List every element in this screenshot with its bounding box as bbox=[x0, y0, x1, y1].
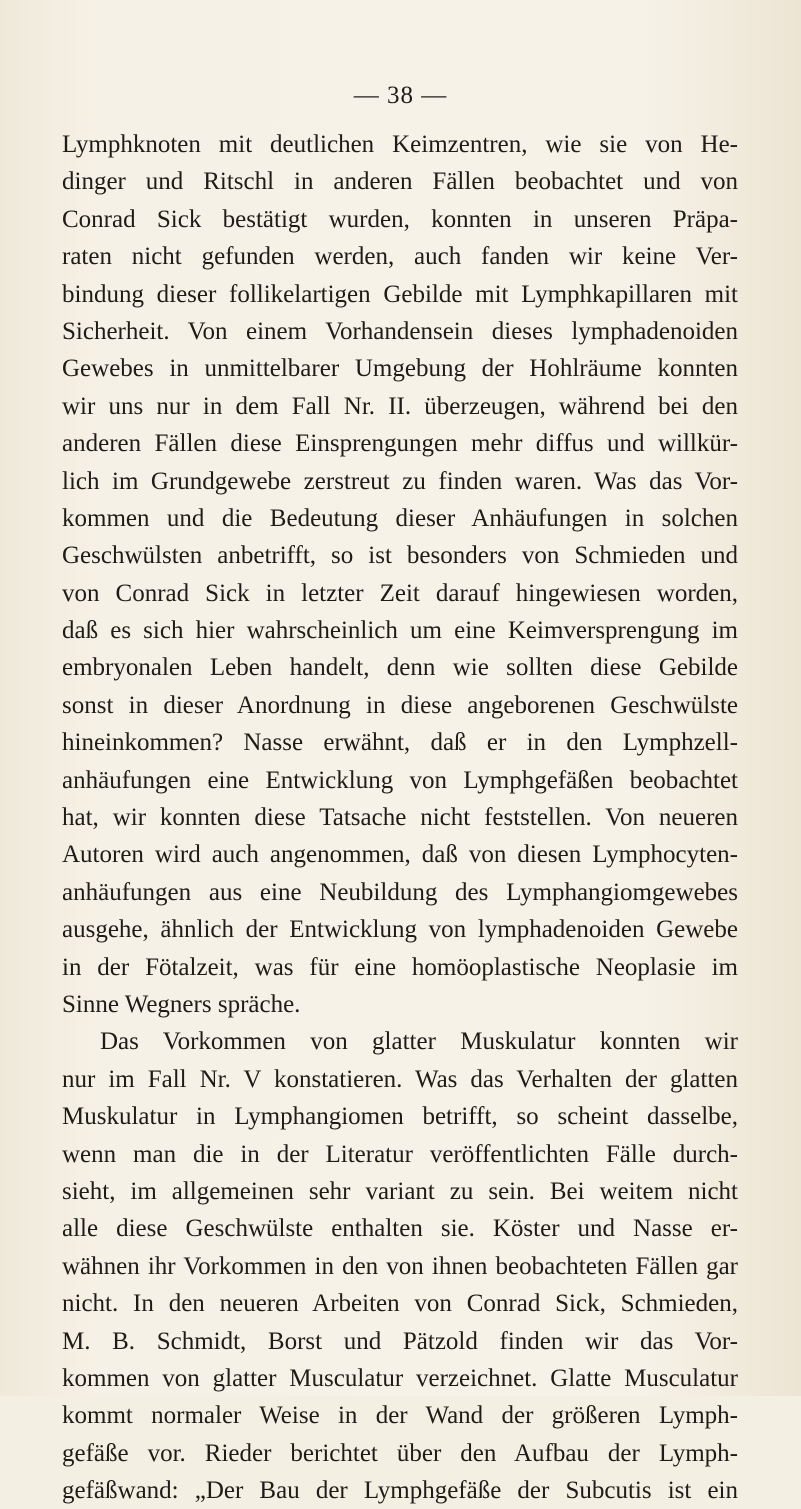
text-line: Das Vorkommen von glatter Muskulatur konnten wir bbox=[100, 1028, 738, 1056]
text-line: bindung dieser follikelartigen Gebilde mit Lymphkapillaren mit bbox=[62, 280, 738, 308]
text-line: Gewebes in unmittelbarer Umgebung der Hohlräume konnten bbox=[62, 355, 738, 383]
text-line: dinger und Ritschl in anderen Fällen beobachtet und von bbox=[62, 168, 738, 196]
text-line: embryonalen Leben handelt, denn wie sollten diese Gebilde bbox=[62, 654, 738, 682]
text-line: kommt normaler Weise in der Wand der größeren Lymph- bbox=[62, 1402, 738, 1430]
text-line: gefäßwand: „Der Bau der Lymphgefäße der Subcutis ist ein bbox=[62, 1477, 738, 1505]
text-line: alle diese Geschwülste enthalten sie. Köster und Nasse er- bbox=[62, 1215, 738, 1243]
text-line: sieht, im allgemeinen sehr variant zu sein. Bei weitem nicht bbox=[62, 1177, 738, 1205]
text-line: anderen Fällen diese Einsprengungen mehr diffus und willkür- bbox=[62, 430, 738, 458]
text-line: kommen von glatter Musculatur verzeichnet. Glatte Musculatur bbox=[62, 1364, 738, 1392]
text-line: hineinkommen? Nasse erwähnt, daß er in den Lymphzell- bbox=[62, 729, 738, 757]
page-number: — 38 — bbox=[353, 82, 448, 109]
text-line: daß es sich hier wahrscheinlich um eine Keimversprengung im bbox=[62, 617, 738, 645]
text-line: wir uns nur in dem Fall Nr. II. überzeugen, während bei den bbox=[62, 392, 738, 420]
text-line: Sicherheit. Von einem Vorhandensein dieses lymphadenoiden bbox=[62, 317, 738, 345]
text-line: Sinne Wegners spräche. bbox=[62, 990, 301, 1018]
text-line: anhäufungen eine Entwicklung von Lymphgefäßen beobachtet bbox=[62, 766, 738, 794]
text-line: wähnen ihr Vorkommen in den von ihnen beobachteten Fällen gar bbox=[62, 1252, 738, 1280]
text-line: Geschwülsten anbetrifft, so ist besonders von Schmieden und bbox=[62, 542, 738, 570]
text-line: Autoren wird auch angenommen, daß von diesen Lymphocyten- bbox=[62, 841, 738, 869]
text-line: raten nicht gefunden werden, auch fanden wir keine Ver- bbox=[62, 243, 738, 271]
text-line: lich im Grundgewebe zerstreut zu finden waren. Was das Vor- bbox=[62, 467, 738, 495]
text-line: Lymphknoten mit deutlichen Keimzentren, wie sie von He- bbox=[62, 131, 738, 158]
text-line: von Conrad Sick in letzter Zeit darauf hingewiesen worden, bbox=[62, 579, 738, 607]
text-line: anhäufungen aus eine Neubildung des Lymphangiomgewebes bbox=[62, 878, 738, 906]
text-line: ausgehe, ähnlich der Entwicklung von lymphadenoiden Gewebe bbox=[62, 916, 738, 944]
body-text bbox=[62, 126, 738, 1509]
text-line: sonst in dieser Anordnung in diese angeborenen Geschwülste bbox=[62, 691, 738, 719]
text-line: nur im Fall Nr. V konstatieren. Was das Verhalten der glatten bbox=[62, 1065, 738, 1093]
text-line: gefäße vor. Rieder berichtet über den Aufbau der Lymph- bbox=[62, 1439, 738, 1467]
text-line: hat, wir konnten diese Tatsache nicht feststellen. Von neueren bbox=[62, 804, 738, 832]
text-line: kommen und die Bedeutung dieser Anhäufungen in solchen bbox=[62, 504, 738, 532]
text-line: in der Fötalzeit, was für eine homöoplastische Neoplasie im bbox=[62, 953, 738, 981]
text-line: nicht. In den neueren Arbeiten von Conrad Sick, Schmieden, bbox=[62, 1290, 738, 1318]
text-line: wenn man die in der Literatur veröffentlichten Fälle durch- bbox=[62, 1140, 738, 1168]
text-line: Muskulatur in Lymphangiomen betrifft, so scheint dasselbe, bbox=[62, 1103, 738, 1131]
text-line: Conrad Sick bestätigt wurden, konnten in unseren Präpa- bbox=[62, 205, 738, 233]
text-line: M. B. Schmidt, Borst und Pätzold finden wir das Vor- bbox=[62, 1327, 738, 1355]
